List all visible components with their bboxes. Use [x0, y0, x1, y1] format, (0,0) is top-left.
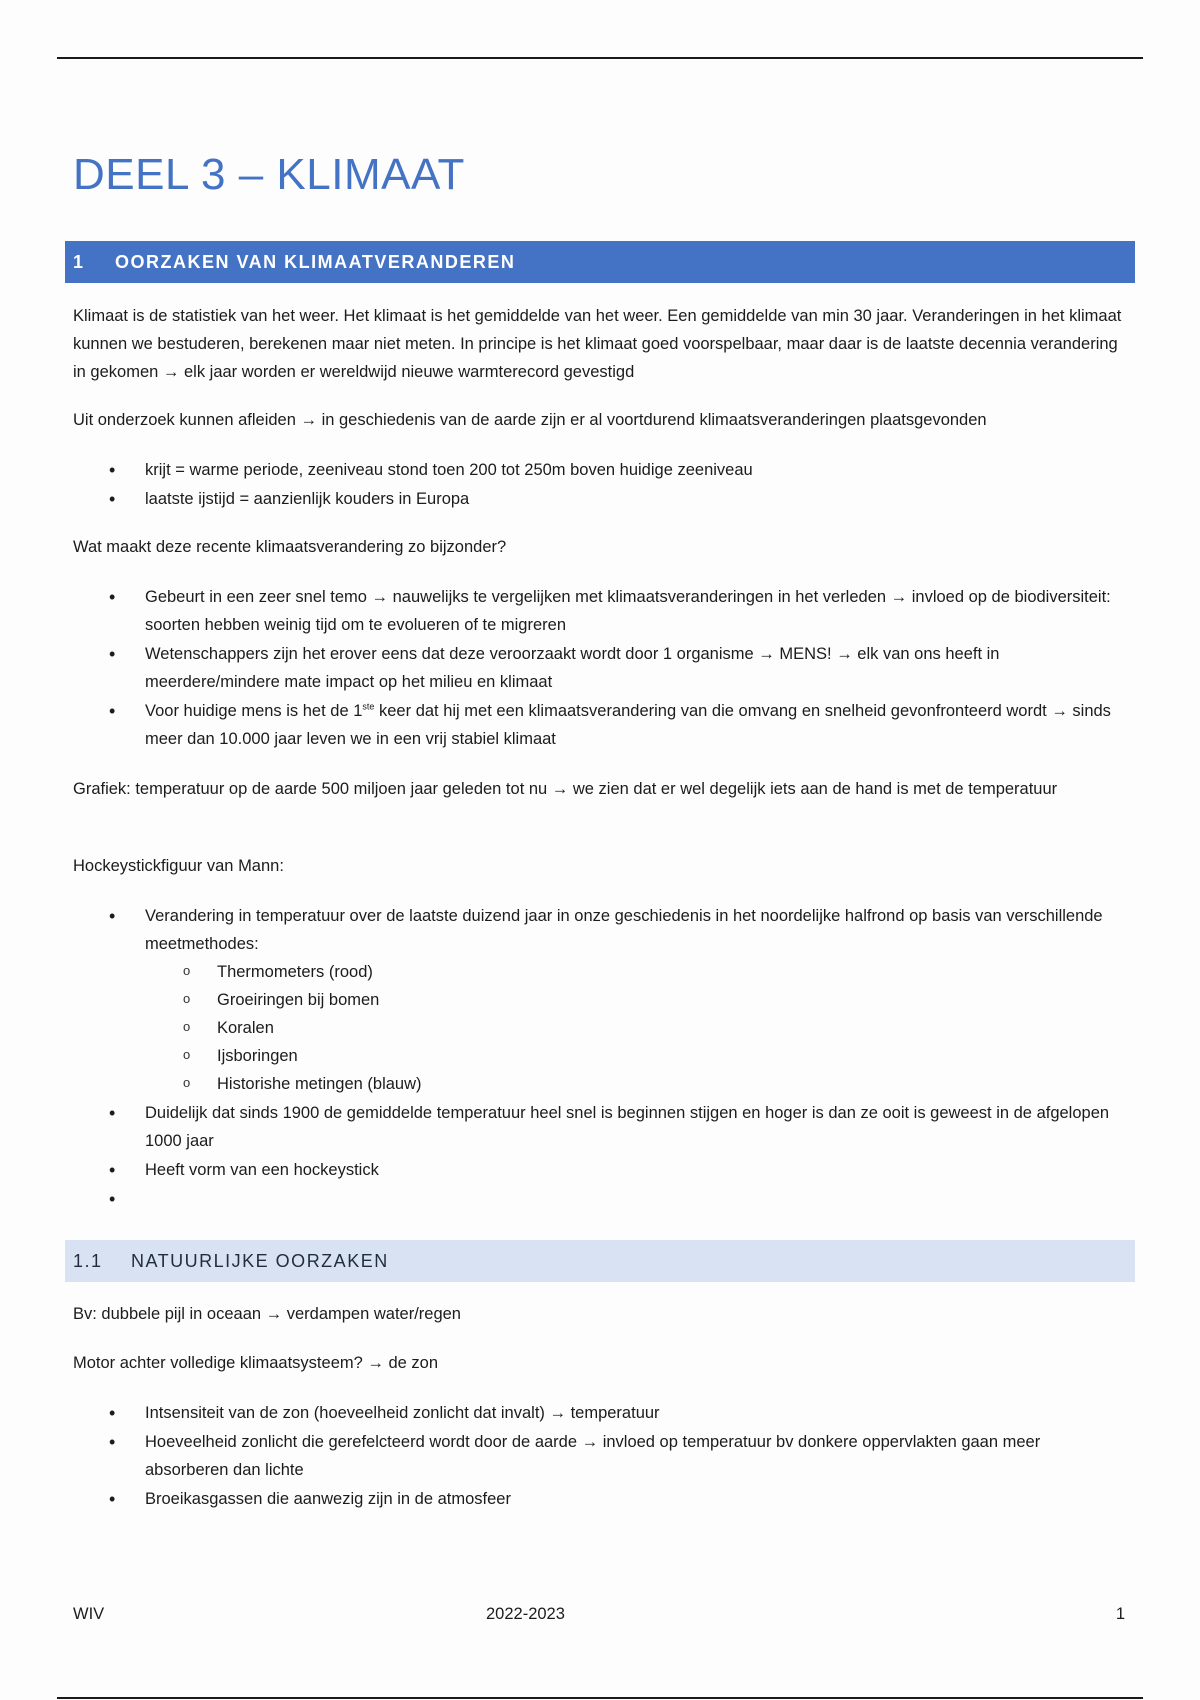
- motor-paragraph: Motor achter volledige klimaatsysteem? → de zon: [73, 1354, 438, 1372]
- sub-list-item: o Koralen: [145, 1014, 1128, 1042]
- section-1-title: OORZAKEN VAN KLIMAATVERANDEREN: [115, 251, 516, 272]
- methods-list: [145, 958, 1128, 1098]
- research-list: [73, 456, 1128, 514]
- sub-list-item: o Thermometers (rood): [145, 958, 1128, 986]
- section-1-heading: [65, 241, 1135, 283]
- research-paragraph: Uit onderzoek kunnen afleiden → in geschiedenis van de aarde zijn er al voortdurend klimaatsveranderingen plaatsgevonden: [73, 411, 987, 429]
- section-1-number: 1: [73, 251, 85, 272]
- list-item: • Wetenschappers zijn het erover eens dat deze veroorzaakt wordt door 1 organisme → MENS! → elk van ons heeft in meerdere/mindere mate impact op het milieu en klimaat: [73, 640, 1128, 696]
- header-rule: [57, 57, 1143, 59]
- list-item: [73, 697, 1128, 753]
- example-paragraph: Bv: dubbele pijl in oceaan → verdampen water/regen: [73, 1305, 461, 1323]
- footer-center: 2022-2023: [486, 1605, 565, 1623]
- list-item: • Broeikasgassen die aanwezig zijn in de atmosfeer: [73, 1485, 1128, 1513]
- motor-list: [73, 1399, 1128, 1514]
- list-item: [73, 902, 1128, 1098]
- sub-list-item: o Ijsboringen: [145, 1042, 1128, 1070]
- list-item: [73, 1185, 1128, 1213]
- list-item: • Hoeveelheid zonlicht die gerefelcteerd wordt door de aarde → invloed op temperatuur bv donkere oppervlakten gaan meer absorberen dan lichte: [73, 1428, 1128, 1484]
- list-item-text: keer dat hij met een klimaatsverandering van die omvang en snelheid gevonfronteerd wordt → sinds meer dan 10.000 jaar leven we in een vrij stabiel klimaat: [145, 702, 1111, 748]
- document-title: DEEL 3 – KLIMAAT: [73, 150, 465, 199]
- list-item: • krijt = warme periode, zeeniveau stond toen 200 tot 250m boven huidige zeeniveau: [73, 456, 1128, 484]
- sub-list-item: o Groeiringen bij bomen: [145, 986, 1128, 1014]
- section-1-1-number: 1.1: [73, 1250, 103, 1271]
- hockey-list: [73, 902, 1128, 1214]
- list-item: • Gebeurt in een zeer snel temo → nauwelijks te vergelijken met klimaatsveranderingen in het verleden → invloed op de biodiversiteit: soorten hebben weinig tijd om te evolueren of te migreren: [73, 583, 1128, 639]
- footer-rule: [57, 1697, 1143, 1699]
- graph-paragraph: Grafiek: temperatuur op de aarde 500 miljoen jaar geleden tot nu → we zien dat er wel degelijk iets aan de hand is met de temperatuur: [73, 780, 1058, 798]
- intro-paragraph: Klimaat is de statistiek van het weer. Het klimaat is het gemiddelde van het weer. Een gemiddelde van min 30 jaar. Veranderingen in het klimaat kunnen we bestuderen, berekenen maar niet meten. In principe is het klimaat goed voorspelbaar, maar daar is de laatste decennia verandering in gekomen → elk jaar worden er wereldwijd nieuwe warmterecord gevestigd: [73, 307, 1122, 381]
- list-item: • laatste ijstijd = aanzienlijk kouders in Europa: [73, 485, 1128, 513]
- section-1-1-title: NATUURLIJKE OORZAKEN: [131, 1250, 389, 1271]
- section-1-1-heading: [65, 1240, 1135, 1282]
- page-number: 1: [1115, 1605, 1125, 1623]
- hockey-label: Hockeystickfiguur van Mann:: [73, 857, 284, 875]
- list-item-text: Voor huidige mens is het de 1: [145, 702, 363, 720]
- list-item: • Duidelijk dat sinds 1900 de gemiddelde temperatuur heel snel is beginnen stijgen en hoger is dan ze ooit is geweest in de afgelopen 1000 jaar: [73, 1099, 1128, 1155]
- sub-list-item: o Historishe metingen (blauw): [145, 1070, 1128, 1098]
- footer-left: WIV: [73, 1605, 105, 1623]
- list-item-text: Verandering in temperatuur over de laatste duizend jaar in onze geschiedenis in het noordelijke halfrond op basis van verschillende meetmethodes:: [145, 907, 1103, 953]
- list-item: • Heeft vorm van een hockeystick: [73, 1156, 1128, 1184]
- question-paragraph: Wat maakt deze recente klimaatsverandering zo bijzonder?: [73, 538, 507, 556]
- question-list: [73, 583, 1128, 754]
- superscript: ste: [362, 701, 375, 712]
- list-item: • Intsensiteit van de zon (hoeveelheid zonlicht dat invalt) → temperatuur: [73, 1399, 1128, 1427]
